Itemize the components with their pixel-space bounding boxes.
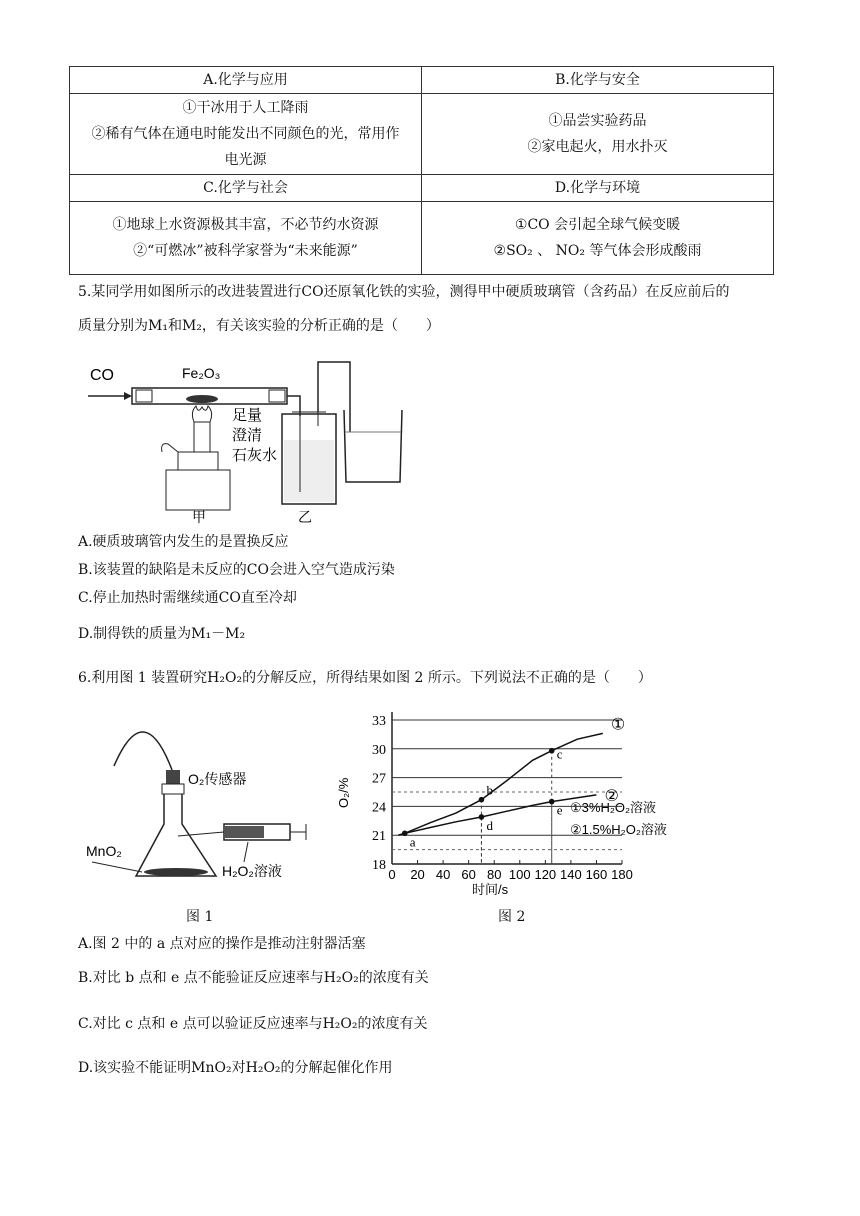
- mno2-label: MnO₂: [86, 843, 122, 859]
- q6-option-c: C.对比 c 点和 e 点可以验证反应速率与H₂O₂的浓度有关: [78, 1016, 428, 1032]
- point-c: [549, 748, 555, 754]
- x-tick-label: 0: [388, 867, 396, 882]
- cell-b-line-2: ②家电起火，用水扑灭: [527, 139, 668, 155]
- header-a: A.化学与应用: [70, 67, 422, 94]
- cell-a-line-2: ②稀有气体在通电时能发出不同颜色的光，常用作: [91, 126, 400, 142]
- header-d: D.化学与环境: [422, 175, 774, 202]
- q5-option-d: D.制得铁的质量为M₁－M₂: [78, 626, 246, 642]
- series-marker-1: ①: [610, 714, 626, 734]
- y-tick-label: 21: [372, 829, 386, 845]
- mno2-powder: [144, 868, 208, 876]
- co-label: CO: [90, 367, 114, 384]
- point-b: [479, 797, 485, 803]
- legend-series-1: ①3%H₂O₂溶液: [570, 800, 657, 815]
- point-label-b: b: [486, 782, 493, 798]
- point-d: [479, 814, 485, 820]
- x-tick-label: 180: [611, 867, 633, 882]
- x-axis-label: 时间/s: [472, 882, 509, 896]
- series-marker-2: ②: [604, 785, 619, 805]
- y-tick-label: 18: [372, 858, 386, 873]
- y-axis-label: O₂/%: [336, 777, 351, 808]
- cell-a: [70, 94, 422, 175]
- limewater-label-3: 石灰水: [232, 446, 278, 464]
- sensor-cable: [114, 732, 172, 770]
- burner-inlet: [162, 444, 178, 452]
- flame: [192, 406, 211, 422]
- limewater: [284, 440, 334, 502]
- header-b: B.化学与安全: [422, 67, 774, 94]
- point-label-e: e: [556, 802, 563, 818]
- cell-a-line-3: 电光源: [224, 152, 267, 168]
- x-tick-label: 80: [486, 867, 502, 882]
- q6-stem: 6.利用图 1 装置研究H₂O₂的分解反应，所得结果如图 2 所示。下列说法不正确的是（ ）: [78, 670, 652, 686]
- q5-stem-line-1: 5.某同学用如图所示的改进装置进行CO还原氧化铁的实验，测得甲中硬质玻璃管（含药品）在反应前后的: [78, 284, 730, 300]
- cell-b: [422, 94, 774, 175]
- burner-body: [178, 452, 218, 470]
- tube-stopper-left: [136, 390, 152, 402]
- header-c: C.化学与社会: [70, 175, 422, 202]
- cell-d: [422, 202, 774, 275]
- cell-c: [70, 202, 422, 275]
- q6-option-d: D.该实验不能证明MnO₂对H₂O₂的分解起催化作用: [78, 1060, 393, 1076]
- cell-a-line-1: ①干冰用于人工降雨: [182, 100, 309, 116]
- yi-label: 乙: [298, 510, 312, 524]
- sensor-label: O₂传感器: [188, 771, 247, 787]
- series-line-2: [398, 795, 596, 835]
- point-a: [402, 830, 408, 836]
- x-tick-label: 120: [534, 867, 557, 882]
- syringe-solution: [224, 826, 264, 838]
- o2-chart: [330, 700, 780, 896]
- x-tick-label: 140: [560, 867, 582, 882]
- y-tick-label: 24: [372, 800, 386, 816]
- q6-option-b: B.对比 b 点和 e 点不能验证反应速率与H₂O₂的浓度有关: [78, 970, 429, 986]
- q5-option-b: B.该装置的缺陷是未反应的CO会进入空气造成污染: [78, 562, 395, 578]
- tube-stopper-right: [269, 390, 285, 402]
- cell-d-line-2: ②SO₂ 、 NO₂ 等气体会形成酸雨: [493, 243, 702, 259]
- solution-pointer: [244, 842, 248, 862]
- beaker: [344, 410, 402, 482]
- burner-base: [166, 470, 230, 510]
- outlet-pipe: [318, 362, 350, 432]
- co-arrow-head: [124, 392, 132, 400]
- co-apparatus-figure: [82, 352, 422, 524]
- fe2o3-label: Fe₂O₃: [182, 365, 221, 381]
- syringe-needle: [178, 832, 224, 836]
- options-table: [69, 66, 774, 275]
- x-tick-label: 40: [435, 867, 451, 882]
- point-label-a: a: [409, 834, 416, 850]
- cell-c-line-1: ①地球上水资源极其丰富，不必节约水资源: [112, 217, 379, 233]
- q5-stem-line-2: 质量分别为M₁和M₂，有关该实验的分析正确的是（ ）: [78, 318, 440, 334]
- limewater-label-1: 足量: [232, 406, 263, 424]
- cell-b-line-1: ①品尝实验药品: [548, 113, 647, 129]
- fig2-caption: 图 2: [498, 909, 526, 925]
- sensor: [166, 770, 180, 784]
- y-tick-label: 33: [372, 714, 386, 729]
- y-tick-label: 27: [372, 771, 386, 787]
- y-tick-label: 30: [372, 742, 386, 758]
- fig1-caption: 图 1: [186, 909, 214, 925]
- x-tick-label: 20: [410, 867, 425, 882]
- q6-option-a: A.图 2 中的 a 点对应的操作是推动注射器活塞: [78, 936, 366, 952]
- legend-series-2: ②1.5%H₂O₂溶液: [570, 822, 667, 837]
- conical-flask: [136, 794, 216, 876]
- h2o2-apparatus-figure: [84, 706, 324, 890]
- q5-option-a: A.硬质玻璃管内发生的是置换反应: [78, 534, 289, 550]
- q5-option-c: C.停止加热时需继续通CO直至冷却: [78, 590, 297, 606]
- jia-label: 甲: [192, 510, 206, 524]
- limewater-label-2: 澄清: [232, 426, 263, 444]
- point-label-d: d: [486, 817, 493, 833]
- x-tick-label: 60: [461, 867, 476, 882]
- flask-stopper: [162, 784, 184, 794]
- cell-d-line-1: ①CO 会引起全球气候变暖: [514, 217, 681, 233]
- x-tick-label: 100: [508, 867, 531, 882]
- cell-c-line-2: ②“可燃冰”被科学家誉为“未来能源”: [133, 243, 358, 259]
- x-tick-label: 160: [585, 867, 608, 882]
- point-e: [549, 799, 555, 805]
- solution-label: H₂O₂溶液: [222, 863, 282, 879]
- connect-tube-1: [287, 396, 300, 416]
- mno2-pointer: [92, 862, 142, 872]
- burner-tube: [194, 422, 210, 452]
- point-label-c: c: [556, 746, 563, 762]
- fe2o3-powder: [186, 395, 218, 403]
